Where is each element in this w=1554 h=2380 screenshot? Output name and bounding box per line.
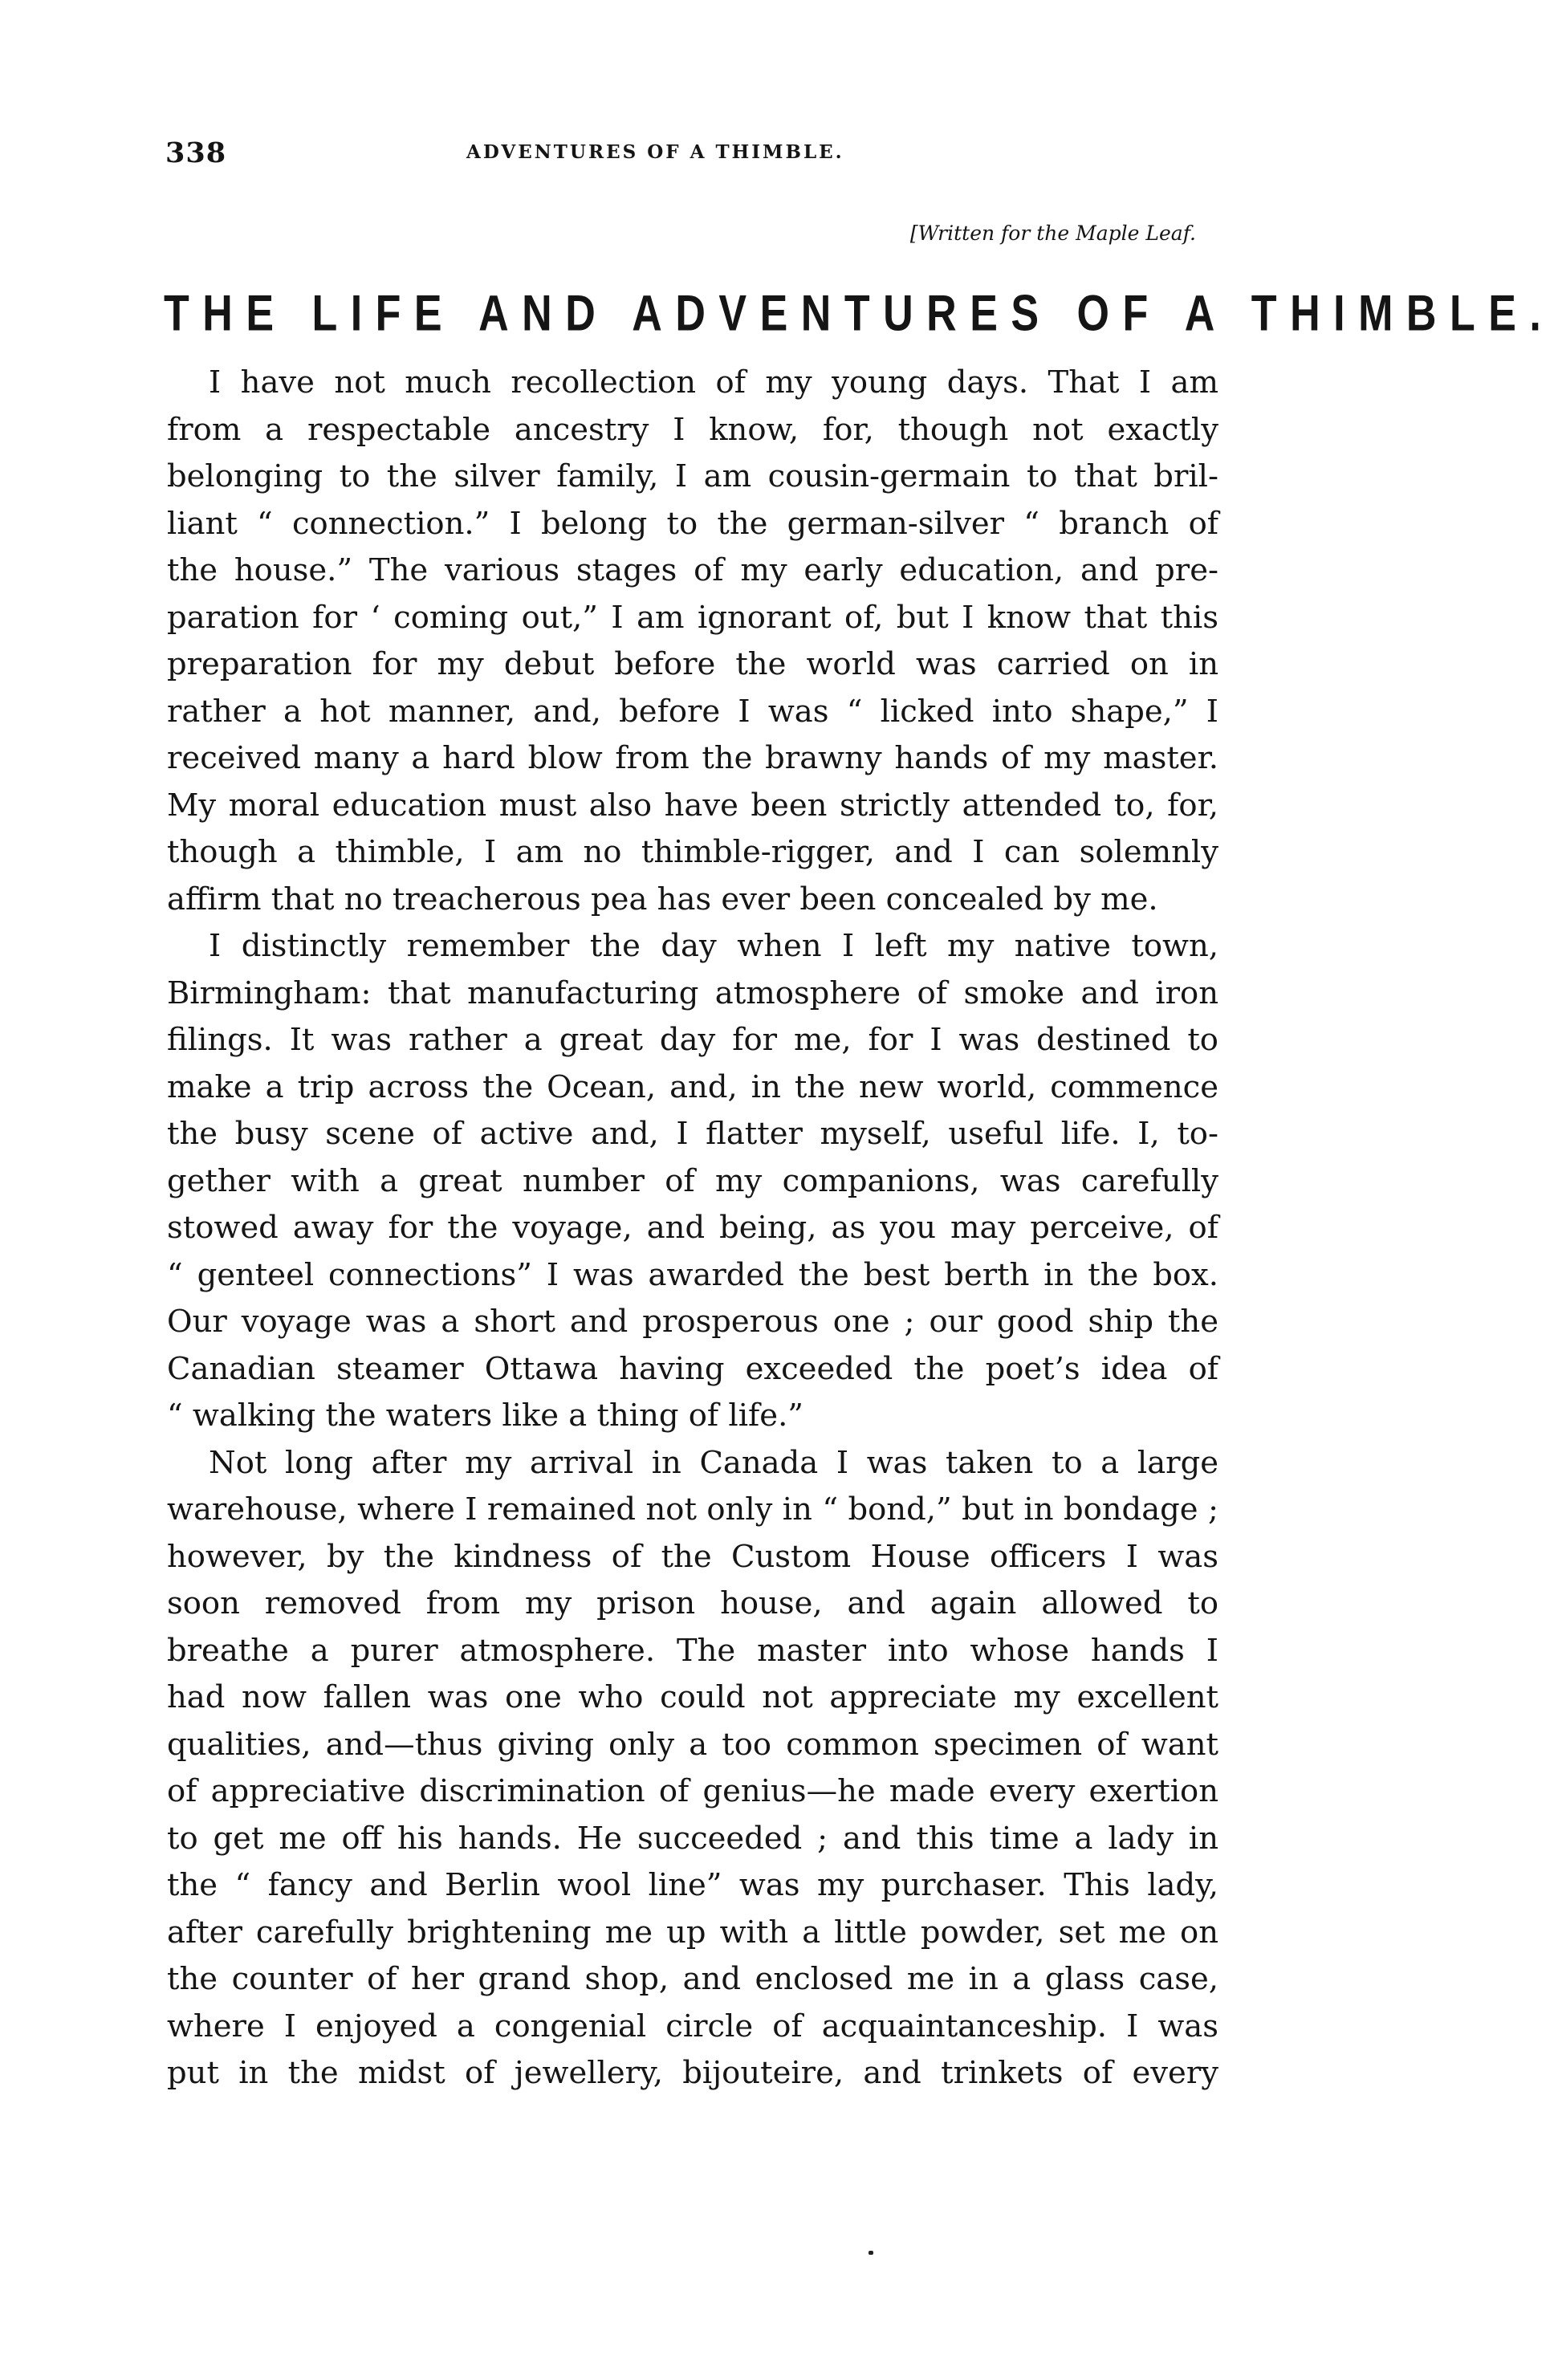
text-line: to get me off his hands. He succeeded ; and this time a lady in bbox=[167, 1820, 1218, 1857]
text-line: however, by the kindness of the Custom House officers I was bbox=[167, 1538, 1218, 1575]
text-line: where I enjoyed a congenial circle of acquaintanceship. I was bbox=[167, 2008, 1218, 2044]
text-line: I have not much recollection of my young days. That I am bbox=[209, 364, 1218, 401]
text-line: though a thimble, I am no thimble-rigger, and I can solemnly bbox=[167, 834, 1218, 870]
text-line: Our voyage was a short and prosperous one ; our good ship the bbox=[167, 1304, 1218, 1340]
text-line: the busy scene of active and, I flatter myself, useful life. I, to- bbox=[167, 1116, 1218, 1152]
paragraph-1 bbox=[167, 360, 1218, 923]
text-line: the “ fancy and Berlin wool line” was my purchaser. This lady, bbox=[167, 1867, 1218, 1903]
text-line: paration for ‘ coming out,” I am ignorant of, but I know that this bbox=[167, 599, 1218, 636]
text-line: “ walking the waters like a thing of life.” bbox=[167, 1397, 803, 1434]
text-line: had now fallen was one who could not appreciate my excellent bbox=[167, 1679, 1218, 1715]
text-line: after carefully brightening me up with a little powder, set me on bbox=[167, 1914, 1218, 1951]
text-line: liant “ connection.” I belong to the german-silver “ branch of bbox=[167, 505, 1218, 542]
paragraph-3 bbox=[167, 1440, 1218, 2097]
running-head bbox=[165, 136, 1209, 177]
text-line: affirm that no treacherous pea has ever been concealed by me. bbox=[167, 881, 1158, 917]
text-line: belonging to the silver family, I am cousin-germain to that bril- bbox=[167, 458, 1218, 494]
article-title: THE LIFE AND ADVENTURES OF A THIMBLE. bbox=[164, 285, 1554, 343]
text-line: make a trip across the Ocean, and, in the new world, commence bbox=[167, 1068, 1218, 1105]
footer-mark bbox=[869, 2251, 873, 2255]
text-line: stowed away for the voyage, and being, as you may perceive, of bbox=[167, 1210, 1218, 1246]
text-line: from a respectable ancestry I know, for, though not exactly bbox=[167, 411, 1218, 448]
text-line: warehouse, where I remained not only in “ bond,” but in bondage ; bbox=[167, 1491, 1218, 1528]
text-line: Not long after my arrival in Canada I was taken to a large bbox=[209, 1444, 1218, 1481]
text-line: received many a hard blow from the brawny hands of my master. bbox=[167, 740, 1218, 776]
text-line: “ genteel connections” I was awarded the best berth in the box. bbox=[167, 1256, 1218, 1293]
page-number: 338 bbox=[165, 136, 227, 169]
text-line: filings. It was rather a great day for me, for I was destined to bbox=[167, 1022, 1218, 1058]
text-line: qualities, and—thus giving only a too common specimen of want bbox=[167, 1726, 1218, 1763]
text-line: Canadian steamer Ottawa having exceeded the poet’s idea of bbox=[167, 1350, 1218, 1387]
text-line: rather a hot manner, and, before I was “ licked into shape,” I bbox=[167, 693, 1218, 730]
text-line: Birmingham: that manufacturing atmosphere of smoke and iron bbox=[167, 974, 1218, 1011]
text-line: preparation for my debut before the world was carried on in bbox=[167, 646, 1218, 682]
text-line: the house.” The various stages of my early education, and pre- bbox=[167, 552, 1218, 588]
text-line: soon removed from my prison house, and again allowed to bbox=[167, 1585, 1218, 1621]
paragraph-2 bbox=[167, 923, 1218, 1440]
text-line: of appreciative discrimination of genius—he made every exertion bbox=[167, 1773, 1218, 1809]
article-body bbox=[167, 360, 1218, 2097]
text-line: breathe a purer atmosphere. The master into whose hands I bbox=[167, 1632, 1218, 1669]
running-title: ADVENTURES OF A THIMBLE. bbox=[466, 141, 844, 163]
text-line: My moral education must also have been strictly attended to, for, bbox=[167, 787, 1218, 824]
text-line: gether with a great number of my companions, was carefully bbox=[167, 1162, 1218, 1199]
text-line: put in the midst of jewellery, bijouteire, and trinkets of every bbox=[167, 2055, 1218, 2091]
text-line: the counter of her grand shop, and enclosed me in a glass case, bbox=[167, 1961, 1218, 1997]
source-note: [Written for the Maple Leaf. bbox=[909, 222, 1196, 245]
text-line: I distinctly remember the day when I left my native town, bbox=[209, 928, 1218, 964]
